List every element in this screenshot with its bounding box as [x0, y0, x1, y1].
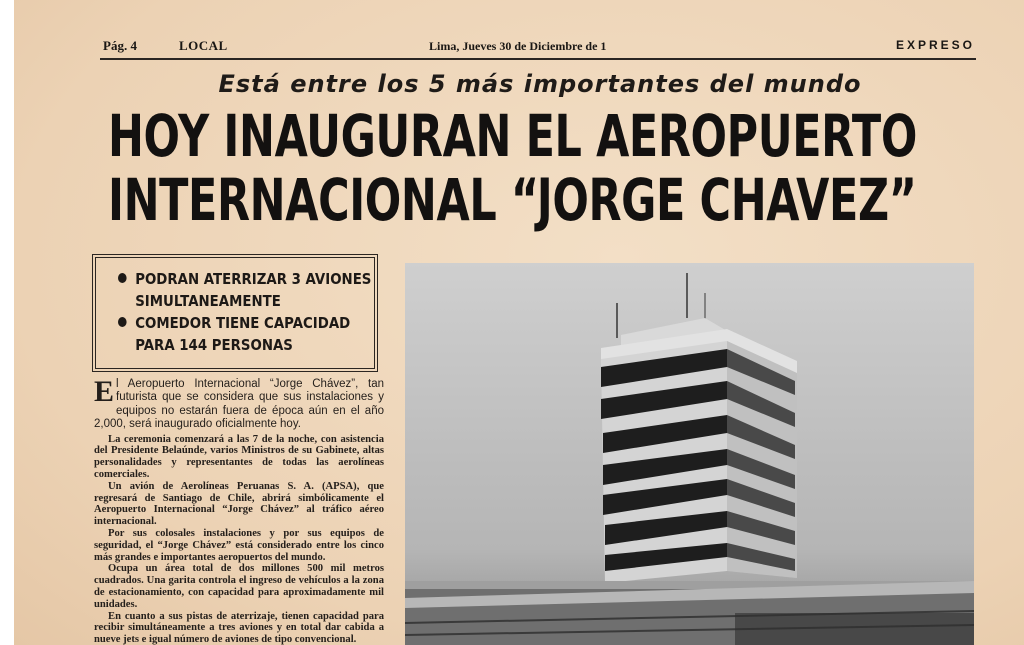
drop-cap: E — [94, 378, 115, 408]
article-body — [94, 378, 384, 645]
page-margin — [0, 0, 14, 645]
headline-line-1: HOY INAUGURAN EL AEROPUERTO — [108, 102, 917, 170]
article-paragraph: Un avión de Aerolíneas Peruanas S. A. (APSA), que regresará de Santiago de Chile, abrirá simbólicamente el Aeropuerto Internacional “Jorge Chávez” al tráfico aéreo internacional. — [94, 480, 384, 528]
newspaper-name: EXPRESO — [895, 38, 975, 52]
summary-item: PODRAN ATERRIZAR 3 AVIONES SIMULTANEAMENTE — [118, 268, 376, 312]
page-header — [103, 38, 975, 58]
header-rule — [100, 58, 976, 60]
article-paragraph: Ocupa un área total de dos millones 500 mil metros cuadrados. Una garita controla el ingreso de vehículos a la zona de estacionamiento, con capacidad para aproximadamente mil unidades. — [94, 563, 384, 610]
airport-tower-photo — [405, 263, 974, 645]
kicker-headline: Está entre los 5 más importantes del mundo — [218, 70, 862, 98]
summary-item: COMEDOR TIENE CAPACIDAD PARA 144 PERSONAS — [118, 312, 376, 356]
article-lead: E l Aeropuerto Internacional “Jorge Chávez”, tan futurista que se considera que sus instalaciones y equipos no estarán fuera de época aún en el año 2,000, será inaugurado oficialmente hoy. — [94, 378, 384, 431]
control-tower-image — [405, 263, 974, 645]
bullet-icon — [118, 273, 127, 283]
article-paragraph: Por sus colosales instalaciones y por sus equipos de seguridad, el “Jorge Chávez” está considerado entre los cinco más grandes e importantes aeropuertos del mundo. — [94, 528, 384, 563]
page-number: Pág. 4 — [103, 38, 137, 53]
section-label: LOCAL — [179, 38, 228, 53]
summary-box — [92, 254, 378, 372]
article-paragraph: La ceremonia comenzará a las 7 de la noche, con asistencia del Presidente Belaúnde, varios Ministros de su Gabinete, altas personalidades y representantes de todas las aerolíneas comerciales. — [94, 433, 384, 481]
bullet-icon — [118, 317, 127, 327]
main-headline — [108, 102, 917, 234]
headline-line-2: INTERNACIONAL “JORGE CHAVEZ” — [108, 166, 917, 234]
article-paragraph: En cuanto a sus pistas de aterrizaje, tienen capacidad para recibir simultáneamente a tres aviones y en total dar cabida a nueve jets e igual número de aviones de tipo convencional. — [94, 610, 384, 645]
dateline: Lima, Jueves 30 de Diciembre de 1 — [429, 39, 607, 53]
